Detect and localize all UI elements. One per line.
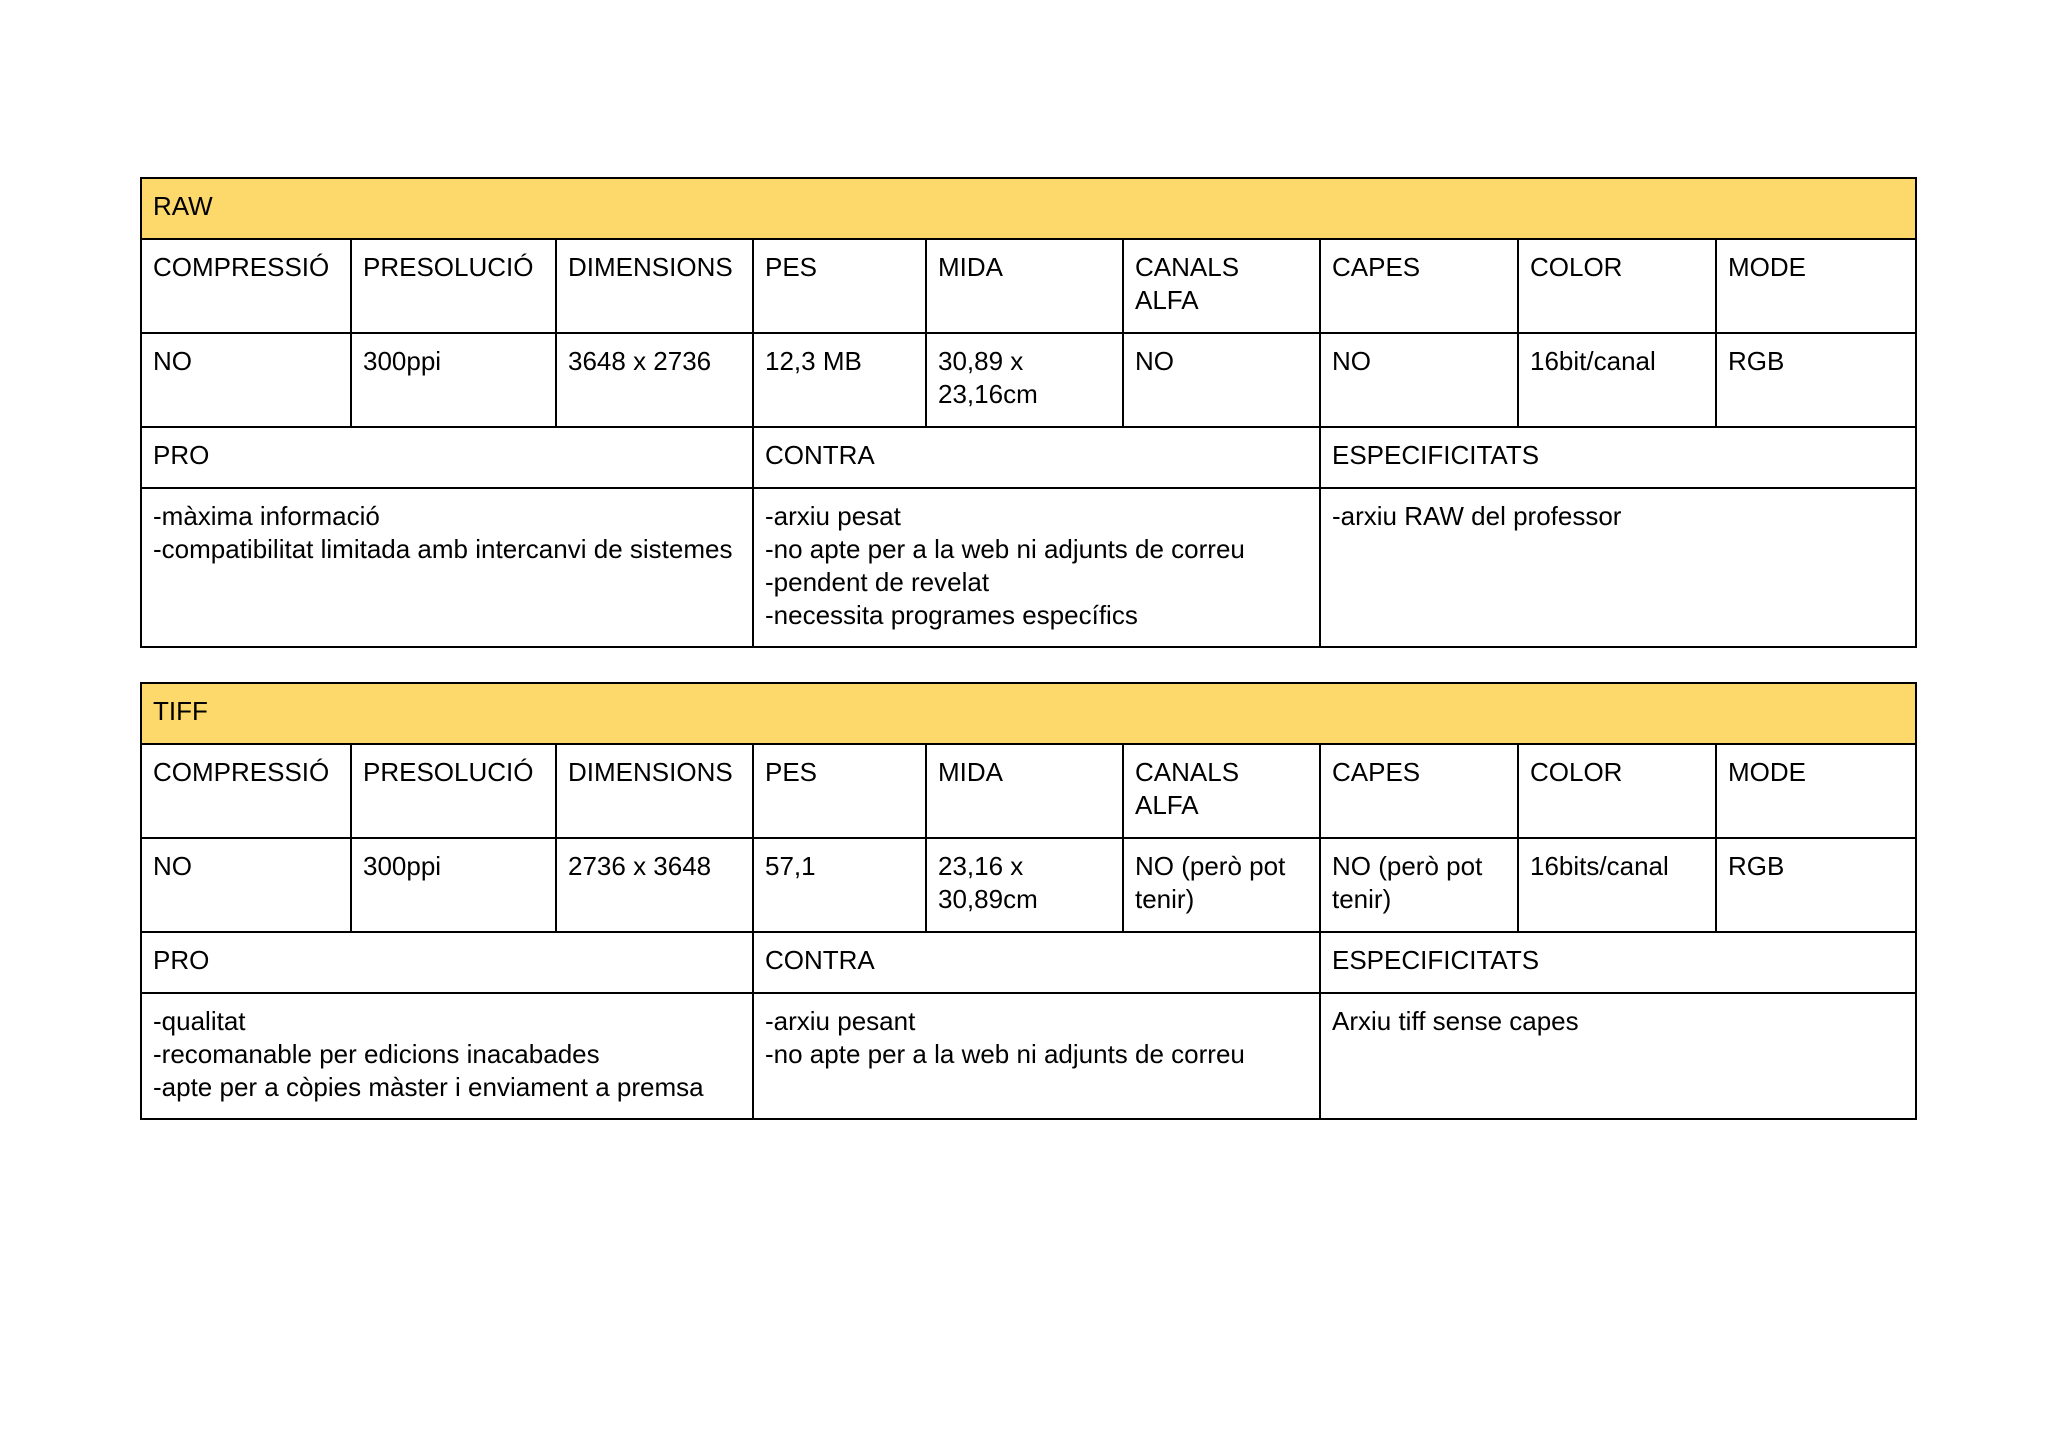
- pro-note: -qualitat: [153, 1006, 246, 1036]
- header-mida: MIDA: [926, 744, 1123, 838]
- contra-note: -necessita programes específics: [765, 600, 1138, 630]
- header-presolucio: PRESOLUCIÓ: [351, 239, 556, 333]
- contra-note: -no apte per a la web ni adjunts de correu: [765, 534, 1245, 564]
- header-canals-alfa: CANALS ALFA: [1123, 239, 1320, 333]
- section-especificitats-heading: ESPECIFICITATS: [1320, 427, 1916, 488]
- contra-note: -arxiu pesant: [765, 1006, 916, 1036]
- header-canals-alfa: CANALS ALFA: [1123, 744, 1320, 838]
- header-presolucio: PRESOLUCIÓ: [351, 744, 556, 838]
- pro-notes: [141, 993, 753, 1119]
- section-header-row: [141, 427, 1916, 488]
- value-capes: NO (però pot tenir): [1320, 838, 1518, 932]
- pro-notes: [141, 488, 753, 647]
- value-canals-alfa: NO: [1123, 333, 1320, 427]
- section-contra-heading: CONTRA: [753, 427, 1320, 488]
- header-mode: MODE: [1716, 744, 1916, 838]
- pro-note: -apte per a còpies màster i enviament a premsa: [153, 1072, 704, 1102]
- value-presolucio: 300ppi: [351, 333, 556, 427]
- especificitats-notes: [1320, 993, 1916, 1119]
- contra-note: -arxiu pesat: [765, 501, 901, 531]
- property-header-row: [141, 239, 1916, 333]
- property-header-row: [141, 744, 1916, 838]
- header-capes: CAPES: [1320, 744, 1518, 838]
- value-dimensions: 3648 x 2736: [556, 333, 753, 427]
- header-color: COLOR: [1518, 239, 1716, 333]
- property-value-row: [141, 333, 1916, 427]
- header-dimensions: DIMENSIONS: [556, 744, 753, 838]
- section-notes-row: [141, 488, 1916, 647]
- tiff-format-table: [140, 682, 1917, 1120]
- header-mida: MIDA: [926, 239, 1123, 333]
- value-mida: 30,89 x 23,16cm: [926, 333, 1123, 427]
- header-dimensions: DIMENSIONS: [556, 239, 753, 333]
- especificitats-notes: [1320, 488, 1916, 647]
- header-pes: PES: [753, 239, 926, 333]
- section-especificitats-heading: ESPECIFICITATS: [1320, 932, 1916, 993]
- value-compressio: NO: [141, 333, 351, 427]
- value-canals-alfa: NO (però pot tenir): [1123, 838, 1320, 932]
- value-presolucio: 300ppi: [351, 838, 556, 932]
- table-title-row: [141, 683, 1916, 744]
- format-title: RAW: [141, 178, 1916, 239]
- contra-notes: [753, 993, 1320, 1119]
- raw-format-table: [140, 177, 1917, 648]
- value-mode: RGB: [1716, 838, 1916, 932]
- header-capes: CAPES: [1320, 239, 1518, 333]
- pro-note: -màxima informació: [153, 501, 380, 531]
- header-compressio: COMPRESSIÓ: [141, 239, 351, 333]
- table-title-row: [141, 178, 1916, 239]
- format-title: TIFF: [141, 683, 1916, 744]
- value-color: 16bits/canal: [1518, 838, 1716, 932]
- value-pes: 57,1: [753, 838, 926, 932]
- header-mode: MODE: [1716, 239, 1916, 333]
- especificitats-note: -arxiu RAW del professor: [1332, 501, 1622, 531]
- section-notes-row: [141, 993, 1916, 1119]
- header-compressio: COMPRESSIÓ: [141, 744, 351, 838]
- section-contra-heading: CONTRA: [753, 932, 1320, 993]
- value-dimensions: 2736 x 3648: [556, 838, 753, 932]
- property-value-row: [141, 838, 1916, 932]
- especificitats-note: Arxiu tiff sense capes: [1332, 1006, 1579, 1036]
- value-color: 16bit/canal: [1518, 333, 1716, 427]
- header-pes: PES: [753, 744, 926, 838]
- contra-note: -no apte per a la web ni adjunts de correu: [765, 1039, 1245, 1069]
- value-compressio: NO: [141, 838, 351, 932]
- value-capes: NO: [1320, 333, 1518, 427]
- pro-note: -recomanable per edicions inacabades: [153, 1039, 600, 1069]
- contra-notes: [753, 488, 1320, 647]
- contra-note: -pendent de revelat: [765, 567, 990, 597]
- header-color: COLOR: [1518, 744, 1716, 838]
- value-pes: 12,3 MB: [753, 333, 926, 427]
- section-pro-heading: PRO: [141, 427, 753, 488]
- value-mida: 23,16 x 30,89cm: [926, 838, 1123, 932]
- section-header-row: [141, 932, 1916, 993]
- section-pro-heading: PRO: [141, 932, 753, 993]
- value-mode: RGB: [1716, 333, 1916, 427]
- pro-note: -compatibilitat limitada amb intercanvi de sistemes: [153, 534, 733, 564]
